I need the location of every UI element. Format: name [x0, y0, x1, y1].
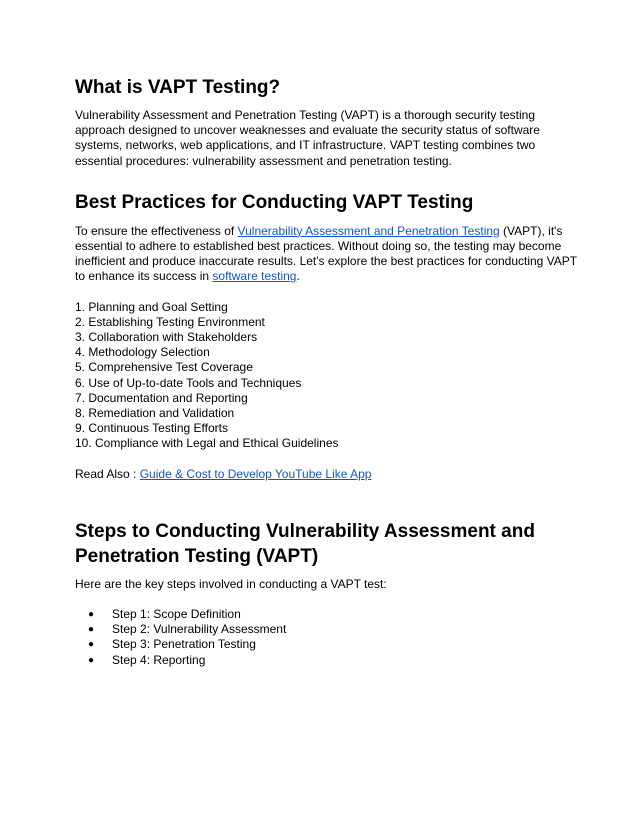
- list-item: 7. Documentation and Reporting: [75, 390, 248, 405]
- list-item: 6. Use of Up-to-date Tools and Techniques: [75, 375, 302, 390]
- paragraph-what-is-vapt: Vulnerability Assessment and Penetration Testing (VAPT) is a thorough security testing approach designed to uncover weaknesses and evaluate the security status of software systems, networks, web applications, and IT infrastructure. VAPT testing combines two essential procedures: vulnerability assessment and penetration testing.: [75, 108, 540, 168]
- list-item: 5. Comprehensive Test Coverage: [75, 360, 253, 375]
- list-item: ● Step 2: Vulnerability Assessment: [112, 622, 578, 637]
- paragraph-text: .: [296, 269, 300, 284]
- list-item: 9. Continuous Testing Efforts: [75, 421, 228, 436]
- read-also-label: Read Also :: [75, 466, 140, 481]
- list-item: 4. Methodology Selection: [75, 345, 210, 360]
- list-item: ● Step 3: Penetration Testing: [112, 637, 578, 652]
- best-practices-list: [75, 300, 578, 452]
- list-item: 2. Establishing Testing Environment: [75, 314, 265, 329]
- link-software-testing[interactable]: software testing: [212, 269, 297, 284]
- paragraph-best-practices: [75, 224, 578, 285]
- list-item: 10. Compliance with Legal and Ethical Guidelines: [75, 436, 339, 451]
- list-item: 8. Remediation and Validation: [75, 406, 235, 421]
- list-item: ● Step 4: Reporting: [112, 653, 578, 668]
- link-youtube-app-guide[interactable]: Guide & Cost to Develop YouTube Like App: [139, 466, 372, 481]
- read-also: [75, 467, 578, 482]
- link-vapt[interactable]: Vulnerability Assessment and Penetration Testing: [237, 223, 500, 238]
- paragraph-steps-intro: Here are the key steps involved in conducting a VAPT test:: [75, 576, 387, 591]
- list-item: ● Step 1: Scope Definition: [112, 607, 578, 622]
- steps-list: [75, 607, 578, 668]
- list-item: 3. Collaboration with Stakeholders: [75, 330, 258, 345]
- list-item: 1. Planning and Goal Setting: [75, 299, 228, 314]
- heading-best-practices: Best Practices for Conducting VAPT Testing: [75, 191, 474, 213]
- paragraph-text: (VAPT), it's essential to adhere to established best practices. Without doing so, the testing may become inefficient and produce inaccurate results. Let's explore the best practices for conducting VAPT to enhance its success in: [75, 223, 577, 284]
- heading-steps: Steps to Conducting Vulnerability Assessment and Penetration Testing (VAPT): [75, 520, 535, 567]
- heading-what-is-vapt: What is VAPT Testing?: [75, 77, 281, 98]
- paragraph-text: To ensure the effectiveness of: [75, 223, 238, 238]
